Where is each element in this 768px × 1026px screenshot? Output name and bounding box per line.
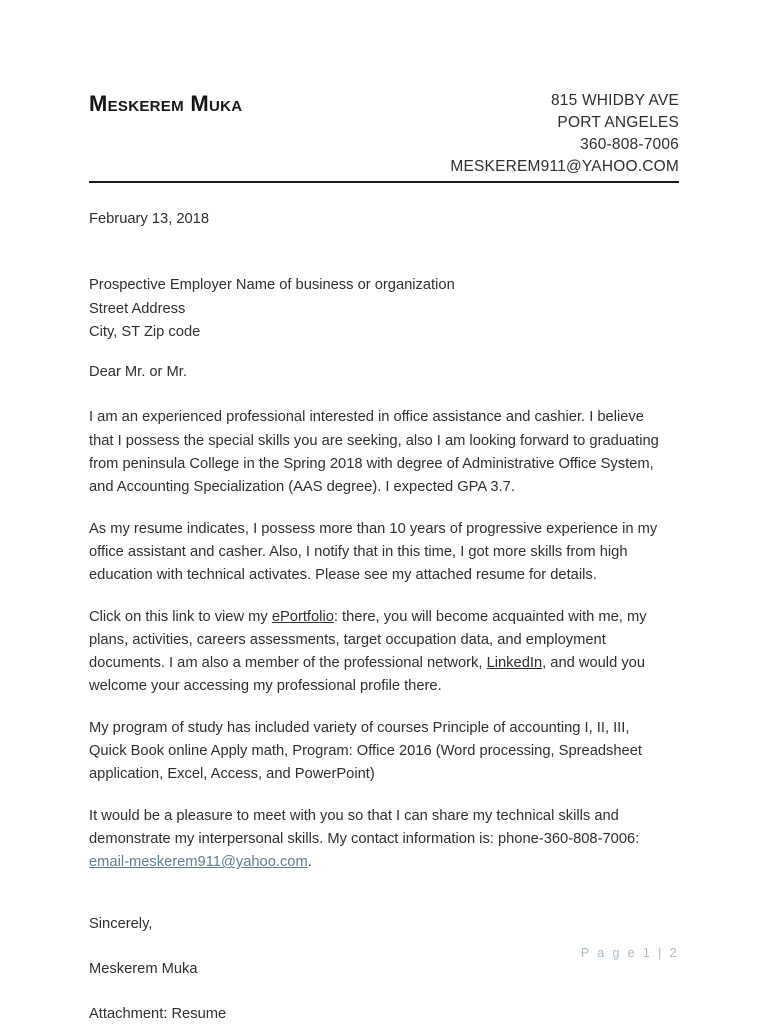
linkedin-link[interactable]: LinkedIn xyxy=(486,655,543,672)
page-number-footer: P a g e 1 | 2 xyxy=(580,946,679,960)
salutation: Dear Mr. or Mr. xyxy=(89,364,187,381)
body-paragraph-2: As my resume indicates, I possess more than 10 years of progressive experience in my office assistant and casher. Also, I notify that in this time, I got more skills from high education with technical activates. Please see my attached resume for details. xyxy=(89,520,658,584)
recipient-line-2: Street Address xyxy=(89,300,186,317)
body-paragraph-4: My program of study has included variety of courses Principle of accounting I, II, III, Quick Book online Apply math, Program: Office 2016 (Word processing, Spreadsheet application, Excel, Access, and PowerPoint) xyxy=(89,719,642,783)
contact-phone: 360-808-7006 xyxy=(580,136,679,153)
email-link[interactable]: email-meskerem911@yahoo.com xyxy=(89,854,308,871)
paragraph-3-text-part-1: Click on this link to view my xyxy=(89,608,272,625)
eportfolio-link[interactable]: ePortfolio xyxy=(271,608,334,625)
body-paragraph-3 xyxy=(89,606,669,699)
signature-name: Meskerem Muka xyxy=(89,960,198,977)
letter-body xyxy=(89,208,669,1026)
sender-contact-block xyxy=(450,90,679,178)
recipient-line-3: City, ST Zip code xyxy=(89,323,201,340)
body-paragraph-1: I am an experienced professional interested in office assistance and cashier. I believe that I possess the special skills you are seeking, also I am looking forward to graduating from peninsula College in the Spring 2018 with degree of Administrative Office System, and Accounting Specialization (AAS degree). I expected GPA 3.7. xyxy=(89,409,659,496)
contact-email: MESKEREM911@YAHOO.COM xyxy=(450,158,679,175)
recipient-address-block xyxy=(89,274,669,344)
paragraph-5-text-part-1: It would be a pleasure to meet with you so that I can share my technical skills and demonstrate my interpersonal skills. My contact information is: phone-360-808-7006: xyxy=(89,807,640,847)
contact-city: PORT ANGELES xyxy=(557,114,679,131)
attachment-note: Attachment: Resume xyxy=(89,1006,227,1023)
recipient-line-1: Prospective Employer Name of business or organization xyxy=(89,277,455,294)
contact-street: 815 WHIDBY AVE xyxy=(550,92,679,109)
paragraph-3-text-part-3: , and would you welcome your accessing my professional profile there. xyxy=(89,655,645,695)
letterhead xyxy=(89,90,679,178)
header-divider-rule xyxy=(89,181,679,183)
body-paragraph-5 xyxy=(89,805,669,875)
sender-name: Meskerem Muka xyxy=(89,91,243,116)
paragraph-5-text-part-2: . xyxy=(307,854,312,871)
letter-date: February 13, 2018 xyxy=(89,211,210,227)
paragraph-3-text-part-2: : there, you will become acquainted with me, my plans, activities, careers assessments, target occupation data, and employment documents. I am also a member of the professional network, xyxy=(89,608,647,672)
closing-salutation: Sincerely, xyxy=(89,915,153,932)
closing-block xyxy=(89,913,669,1026)
